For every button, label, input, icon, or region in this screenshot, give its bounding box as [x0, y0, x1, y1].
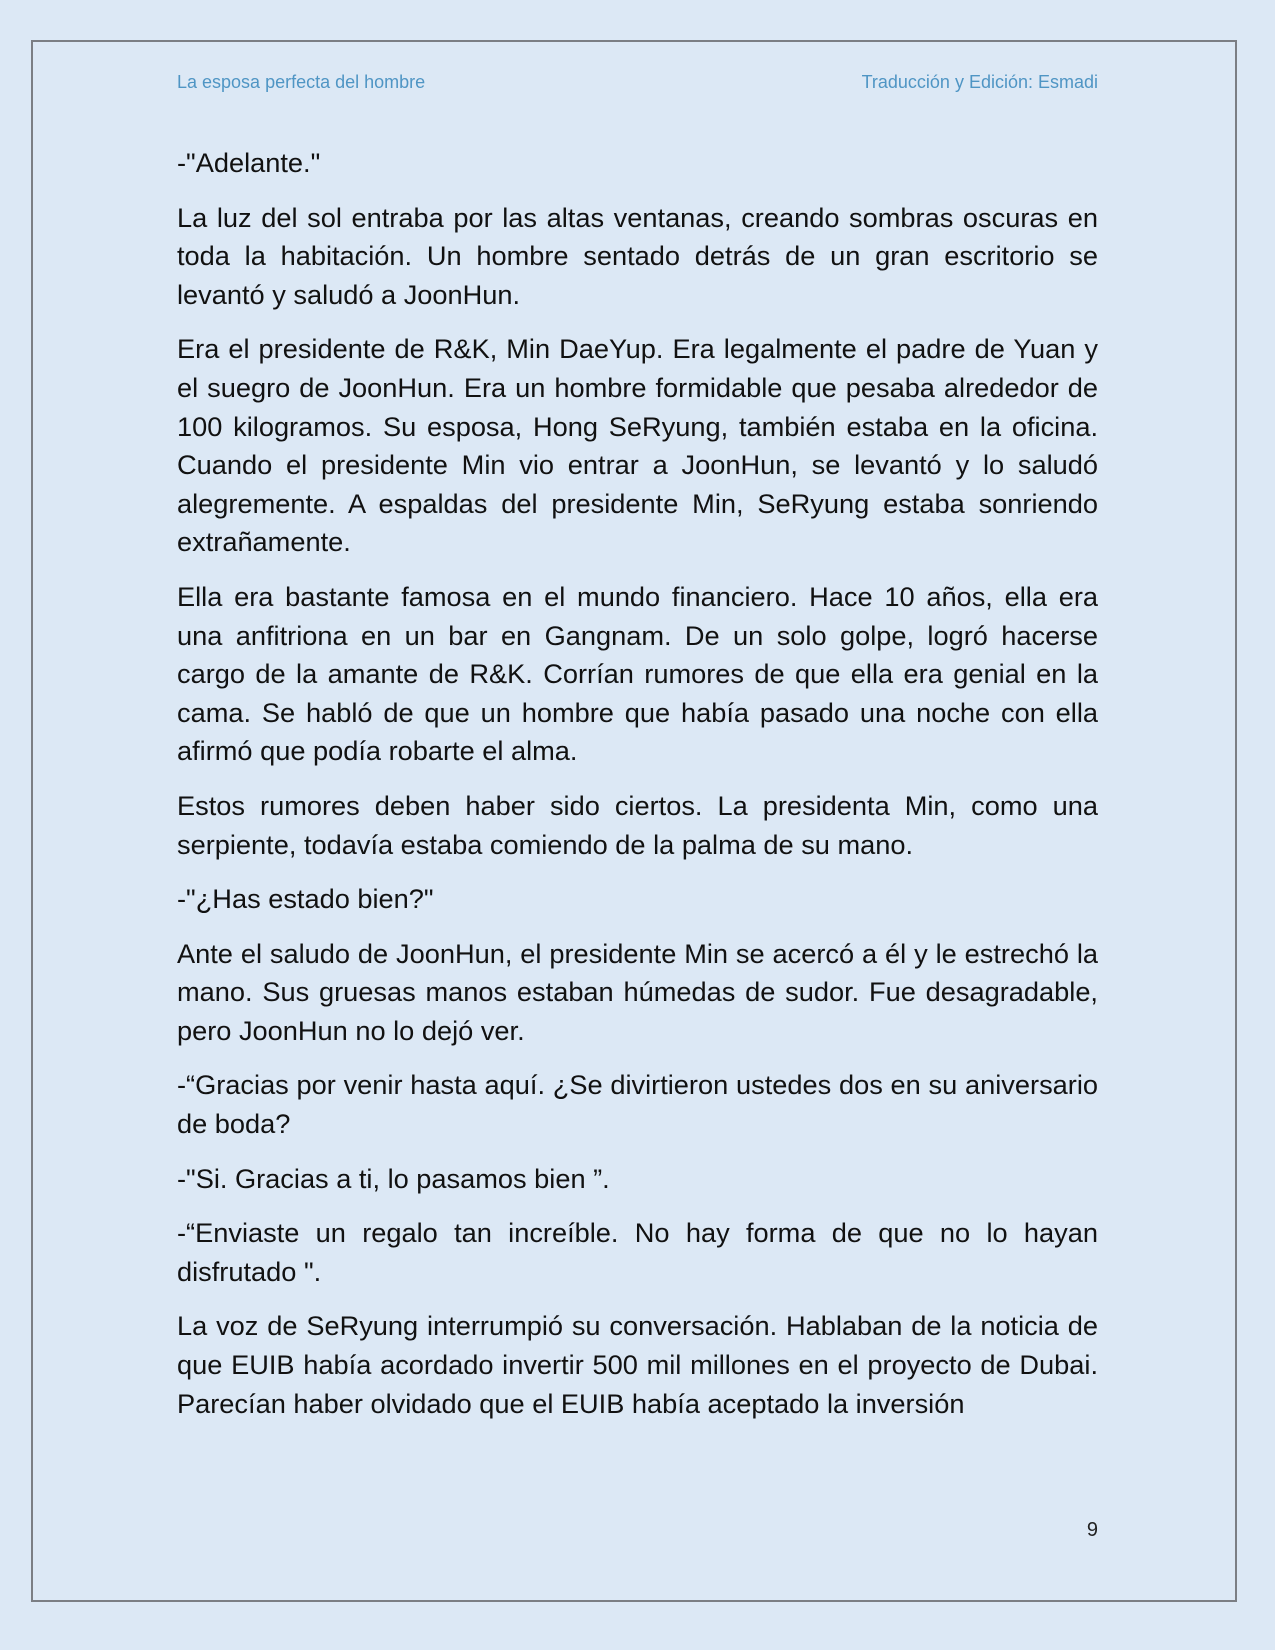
paragraph: La voz de SeRyung interrumpió su conversación. Hablaban de la noticia de que EUIB había acordado invertir 500 mil millones en el proyecto de Dubai. Parecían haber olvidado que el EUIB había aceptado la inversión [177, 1310, 1098, 1419]
paragraph: -“Gracias por venir hasta aquí. ¿Se divirtieron ustedes dos en su aniversario de boda? [177, 1069, 1098, 1140]
paragraph: Ella era bastante famosa en el mundo financiero. Hace 10 años, ella era una anfitriona en un bar en Gangnam. De un solo golpe, logró hacerse cargo de la amante de R&K. Corrían rumores de que ella era genial en la cama. Se habló de que un hombre que había pasado una noche con ella afirmó que podía robarte el alma. [177, 580, 1098, 767]
paragraph: Ante el saludo de JoonHun, el presidente Min se acercó a él y le estrechó la mano. Sus gruesas manos estaban húmedas de sudor. Fue desagradable, pero JoonHun no lo dejó ver. [177, 937, 1098, 1046]
paragraph: Estos rumores deben haber sido ciertos. La presidenta Min, como una serpiente, todavía estaba comiendo de la palma de su mano. [177, 789, 1098, 860]
paragraph: -“Enviaste un regalo tan increíble. No hay forma de que no lo hayan disfrutado ". [177, 1217, 1098, 1287]
book-title: La esposa perfecta del hombre [177, 72, 426, 92]
translator-credit: Traducción y Edición: Esmadi [861, 72, 1098, 92]
page-number: 9 [1086, 1519, 1098, 1541]
paragraph: La luz del sol entraba por las altas ventanas, creando sombras oscuras en toda la habitación. Un hombre sentado detrás de un gran escritorio se levantó y saludó a JoonHun. [177, 201, 1098, 310]
paragraph: Era el presidente de R&K, Min DaeYup. Era legalmente el padre de Yuan y el suegro de JoonHun. Era un hombre formidable que pesaba alrededor de 100 kilogramos. Su esposa, Hong SeRyung, también estaba en la oficina. Cuando el presidente Min vio entrar a JoonHun, se levantó y lo saludó alegremente. A espaldas del presidente Min, SeRyung estaba sonriendo extrañamente. [177, 333, 1098, 558]
paragraph: -"Adelante." [177, 147, 321, 178]
running-header [177, 72, 1098, 102]
paragraph: -"Si. Gracias a ti, lo pasamos bien ”. [177, 1162, 610, 1194]
paragraph: -"¿Has estado bien?" [177, 883, 434, 915]
body-text [177, 144, 1098, 1439]
